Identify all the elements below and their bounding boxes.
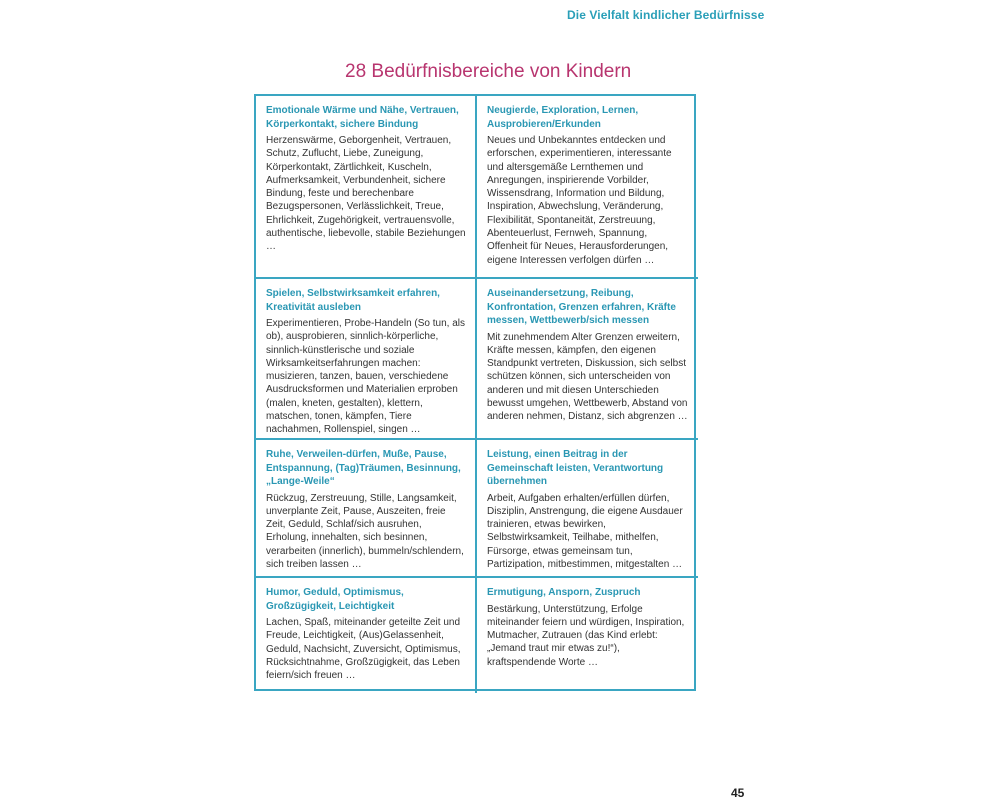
cell-text: Lachen, Spaß, miteinander geteilte Zeit und Freude, Leichtigkeit, (Aus)Gelassenheit, Geduld, Nachsicht, Zuversicht, Optimismus, Rücksichtnahme, Großzügigkeit, das Leben feiern/sich freuen … [266,617,461,682]
cell-text: Arbeit, Aufgaben erhalten/erfüllen dürfen, Disziplin, Anstrengung, die eigene Ausdauer trainieren, etwas bewirken, Selbstwirksamkeit, Teilhabe, mithelfen, Fürsorge, etwas gemeinsam tun, Partizipation, mitbestimmen, mitgestalten … [487,492,683,570]
cell-text: Bestärkung, Unterstützung, Erfolge miteinander feiern und würdigen, Inspiration, Mutmacher, Zutrauen (das Kind erlebt: „Jemand traut mir etwas zu!“), kraftspendende Worte … [487,603,685,668]
cell-heading: Leistung, einen Beitrag in der Gemeinschaft leisten, Verantwortung übernehmen [487,449,664,487]
table-cell [256,440,477,578]
cell-text: Experimentieren, Probe-Handeln (So tun, als ob), ausprobieren, sinnlich-körperliche, sinnlich-künstlerische und soziale Wirksamkeitserfahrungen machen: musizieren, tanzen, bauen, verschiedene Ausdrucksformen und Materialien erproben (malen, kneten, gestalten), klettern, matschen, tonen, kämpfen, Tiere nachahmen, Rollenspiel, singen … [266,318,465,436]
running-header: Die Vielfalt kindlicher Bedürfnisse [567,8,765,22]
table-cell [256,578,477,693]
cell-text: Herzenswärme, Geborgenheit, Vertrauen, Schutz, Zuflucht, Liebe, Zuneigung, Körperkontakt, Zärtlichkeit, Kuscheln, Aufmerksamkeit, Verbundenheit, sichere Bindung, feste und berechenbare Bezugspersonen, Verlässlichkeit, Treue, Ehrlichkeit, Zugehörigkeit, vertrauensvolle, authentische, liebevolle, stabile Beziehungen … [266,135,466,253]
cell-heading: Ruhe, Verweilen-dürfen, Muße, Pause, Entspannung, (Tag)Träumen, Besinnung, „Lange-Weile“ [266,449,461,487]
cell-heading: Spielen, Selbstwirksamkeit erfahren, Kreativität ausleben [266,288,440,313]
cell-text: Mit zunehmendem Alter Grenzen erweitern, Kräfte messen, kämpfen, den eigenen Standpunkt vertreten, Diskussion, sich selbst schützen können, sich unterscheiden von anderen und mit diesen Unterschieden bewusst umgehen, Wettbewerb, Abstand von anderen nehmen, Distanz, sich abgrenzen … [487,331,688,423]
page-title: 28 Bedürfnisbereiche von Kindern [345,61,632,82]
table-cell [477,440,698,578]
needs-table [254,94,696,691]
page-number: 45 [731,786,745,800]
table-cell [256,279,477,440]
cell-heading: Emotionale Wärme und Nähe, Vertrauen, Körperkontakt, sichere Bindung [266,105,459,130]
cell-heading: Humor, Geduld, Optimismus, Großzügigkeit, Leichtigkeit [266,587,404,612]
cell-heading: Auseinandersetzung, Reibung, Konfrontation, Grenzen erfahren, Kräfte messen, Wettbewerb/sich messen [487,288,676,326]
cell-heading: Neugierde, Exploration, Lernen, Ausprobieren/Erkunden [487,105,639,130]
cell-text: Neues und Unbekanntes entdecken und erforschen, experimentieren, interessante und altersgemäße Lernthemen und Anregungen, inspirierende Vorbilder, Wissensdrang, Information und Bildung, Inspiration, Abwechslung, Veränderung, Flexibilität, Spontaneität, Zerstreuung, Abenteuerlust, Fernweh, Spannung, Offenheit für Neues, Herausforderungen, eigene Interessen verfolgen dürfen … [487,135,672,266]
table-cell [477,578,698,693]
cell-heading: Ermutigung, Ansporn, Zuspruch [487,587,641,598]
table-cell [256,96,477,279]
cell-text: Rückzug, Zerstreuung, Stille, Langsamkeit, unverplante Zeit, Pause, Auszeiten, freie Zeit, Geduld, Schlaf/sich ausruhen, Erholung, innehalten, sich besinnen, verarbeiten (innerlich), bummeln/schlendern, sich treiben lassen … [266,492,464,570]
table-cell [477,279,698,440]
table-cell [477,96,698,279]
